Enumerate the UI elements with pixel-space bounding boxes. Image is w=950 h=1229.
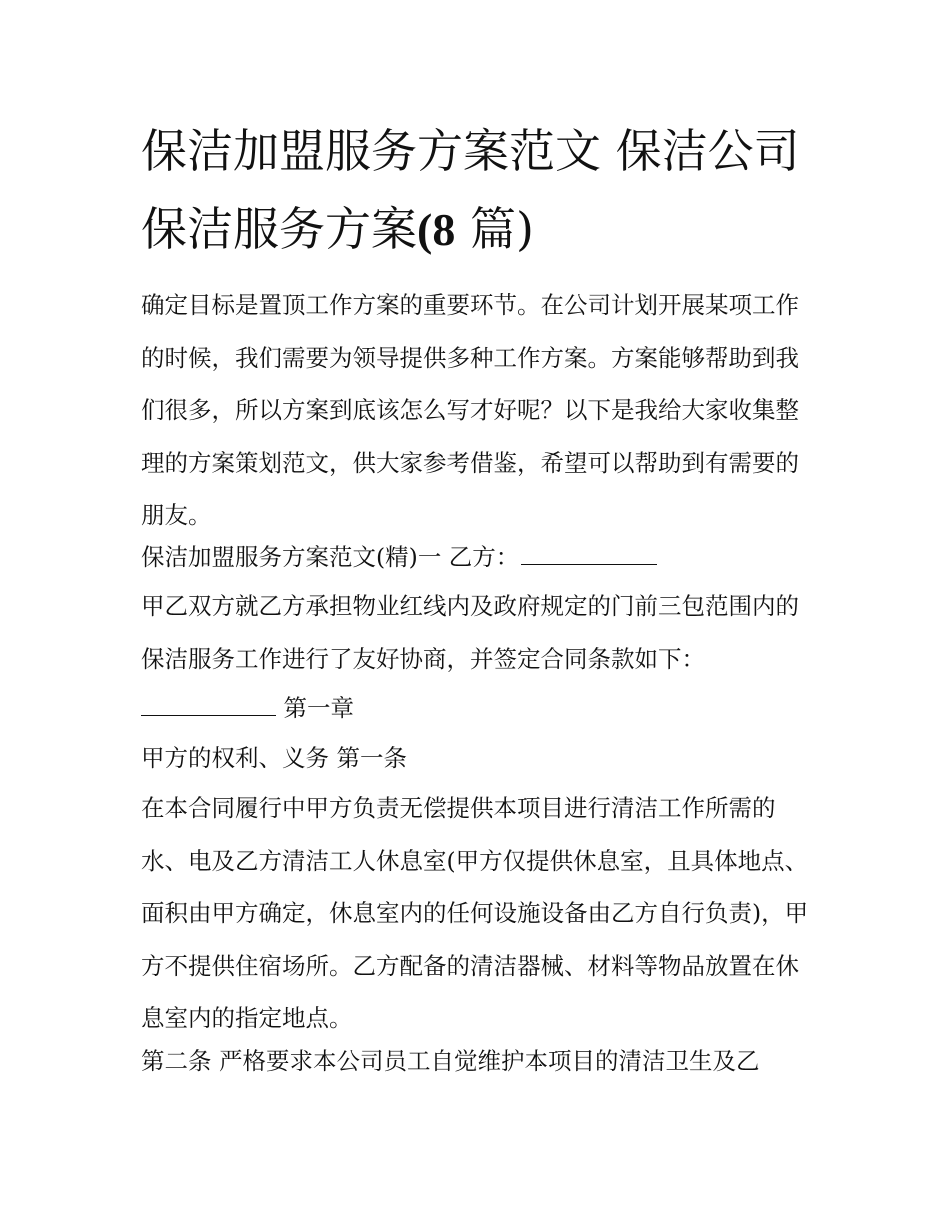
document-title	[141, 112, 821, 269]
chapter-one-heading: 第一章	[276, 694, 354, 722]
section-rights-heading: 甲方的权利、义务 第一条	[141, 744, 407, 772]
intro-paragraph: 确定目标是置顶工作方案的重要环节。在公司计划开展某项工作的时候，我们需要为领导提供多种工作方案。方案能够帮助到我们很多，所以方案到底该怎么写才好呢？以下是我给大家收集整理的方案策划范文，供大家参考借鉴，希望可以帮助到有需要的朋友。	[141, 291, 799, 529]
title-text-main: 保洁加盟服务方案范文 保洁公司保洁服务方案	[141, 124, 800, 256]
title-text-count: (8	[417, 204, 456, 255]
chapter-blank	[141, 693, 276, 716]
article-two-paragraph: 第二条 严格要求本公司员工自觉维护本项目的清洁卫生及乙	[141, 1047, 760, 1075]
title-text-suffix: 篇)	[455, 202, 534, 256]
party-b-label: 保洁加盟服务方案范文(精)一 乙方：	[141, 543, 520, 571]
party-b-line	[141, 531, 821, 584]
party-b-blank	[521, 546, 657, 565]
agreement-paragraph: 甲乙双方就乙方承担物业红线内及政府规定的门前三包范围内的保洁服务工作进行了友好协商，并签定合同条款如下：	[141, 592, 799, 673]
article-one-paragraph: 在本合同履行中甲方负责无偿提供本项目进行清洁工作所需的水、电及乙方清洁工人休息室(甲方仅提供休息室，且具体地点、面积由甲方确定，休息室内的任何设施设备由乙方自行负责)，甲方不提供住宿场所。乙方配备的清洁器械、材料等物品放置在休息室内的指定地点。	[141, 794, 809, 1032]
chapter-one-line	[141, 682, 821, 735]
